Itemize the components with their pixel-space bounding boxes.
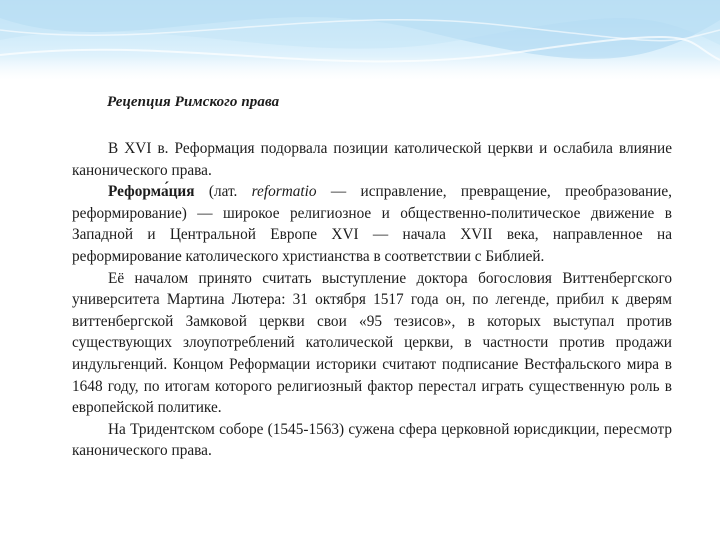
- decorative-banner: [0, 0, 720, 80]
- paragraph-2-rest: — исправление, превращение, преобразование, реформирование) — широкое религиозное и общественно-политическое движение в Западной и Центральной Европе XVI — начала XVII века, направленное на реформирование католического христианства в соответствии с Библией.: [72, 183, 672, 265]
- latin-word: reformatio: [251, 183, 317, 201]
- paragraph-4: На Тридентском соборе (1545-1563) сужена сфера церковной юрисдикции, пересмотр канонического права.: [72, 420, 672, 460]
- banner-fade: [0, 56, 720, 80]
- term-reformation: Реформа́ция: [108, 183, 195, 201]
- page-title: Рецепция Римского права: [107, 94, 280, 110]
- paragraph-1: В XVI в. Реформация подорвала позиции католической церкви и ослабила влияние канонического права.: [72, 140, 672, 179]
- paragraph-2: [72, 181, 672, 267]
- latin-prefix: (лат.: [194, 183, 252, 201]
- document-body: [72, 138, 672, 462]
- paragraph-3: Её началом принято считать выступление доктора богословия Виттенбергского университета Мартина Лютера: 31 октября 1517 года он, по легенде, прибил к дверям виттенбергской Замковой церкви свои «95 тезисов», в которых выступал против существующих злоупотреблений католической церкви, в частности против продажи индульгенций. Концом Реформации историки считают подписание Вестфальского мира в 1648 году, по итогам которого религиозный фактор перестал играть существенную роль в европейской политике.: [72, 269, 672, 417]
